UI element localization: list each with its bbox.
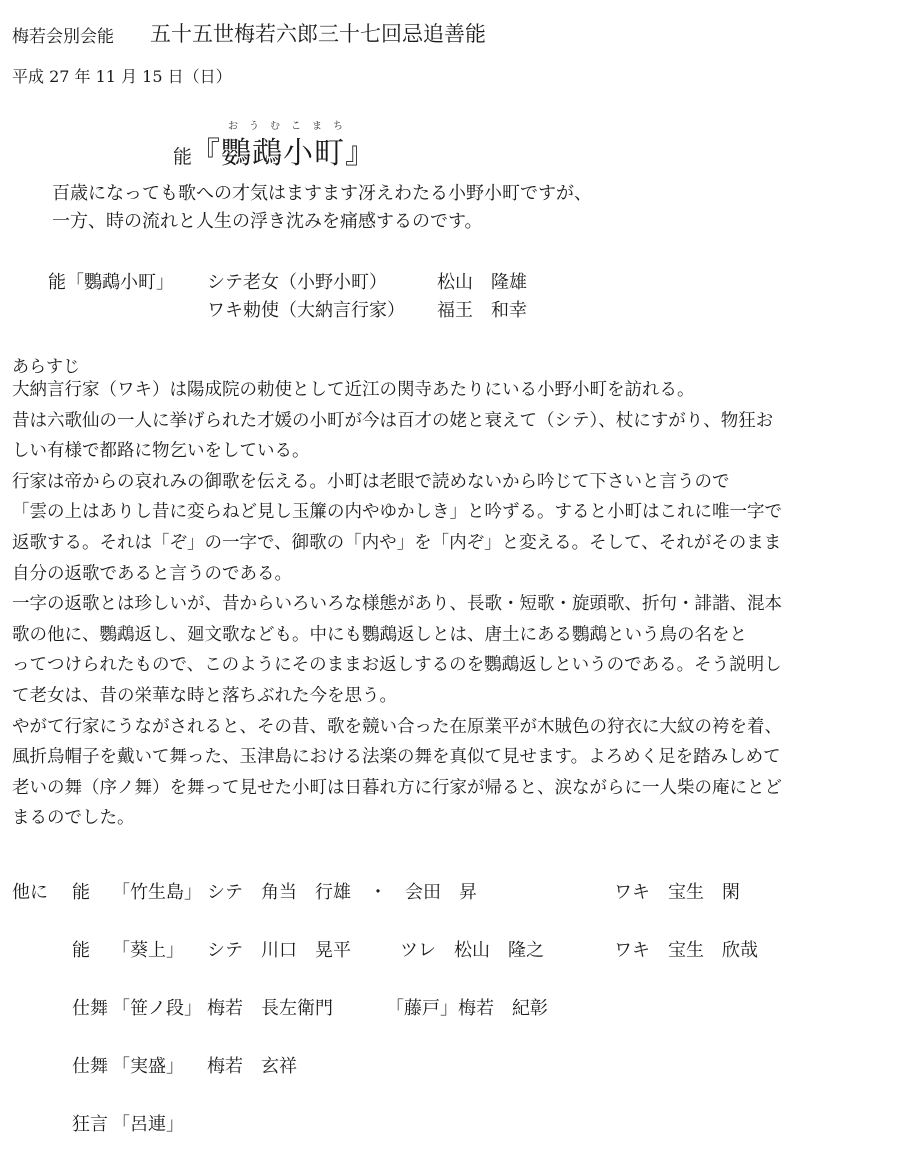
program-play: 「藤戸」 [386, 998, 458, 1019]
cast-play: 能「鸚鵡小町」 [48, 272, 174, 293]
program-cast: 梅若 長左衛門 [207, 998, 333, 1019]
event-series: 梅若会別会能 [12, 27, 114, 47]
program-kind: 狂言 [72, 1114, 108, 1135]
synopsis-line: 大納言行家（ワキ）は陽成院の勅使として近江の関寺あたりにいる小野小町を訪れる。 [12, 380, 695, 400]
intro-line: 一方、時の流れと人生の浮き沈みを痛感するのです。 [52, 211, 483, 232]
program-play: 「呂連」 [112, 1114, 184, 1135]
cast-role: ワキ勅使（大納言行家） [207, 300, 405, 321]
program-play: 「実盛」 [112, 1056, 184, 1077]
cast-name: 松山 隆雄 [437, 272, 527, 293]
synopsis-body [12, 375, 892, 834]
title-ruby: おうむこまち [228, 121, 354, 132]
program-play: 「笹ノ段」 [112, 998, 202, 1019]
cast-role: シテ老女（小野小町） [207, 272, 387, 293]
synopsis-heading: あらすじ [12, 357, 80, 377]
program-waki: ワキ 宝生 欣哉 [614, 940, 758, 961]
program-tsure: ツレ 松山 隆之 [400, 940, 544, 961]
program-cast: 梅若 玄祥 [207, 1056, 297, 1077]
program-play: 「竹生島」 [112, 882, 202, 903]
program-cast: シテ 角当 行雄 ・ 会田 昇 [207, 882, 477, 903]
synopsis-line: 風折烏帽子を戴いて舞った、玉津島における法楽の舞を真似て見せます。よろめく足を踏みしめて [12, 747, 781, 768]
synopsis-line: 歌の他に、鸚鵡返し、廻文歌なども。中にも鸚鵡返しとは、唐土にある鸚鵡という鳥の名をと [12, 624, 747, 645]
program-kind: 仕舞 [72, 1056, 108, 1077]
others-label: 他に [12, 882, 48, 903]
synopsis-line: やがて行家にうながされると、その昔、歌を競い合った在原業平が木賊色の狩衣に大紋の袴を着、 [12, 716, 782, 737]
program-kind: 能 [72, 882, 90, 903]
event-date: 平成 27 年 11 月 15 日（日） [12, 67, 232, 86]
synopsis-line: て老女は、昔の栄華な時と落ちぶれた今を思う。 [12, 685, 397, 706]
synopsis-line: ってつけられたもので、このようにそのままお返しするのを鸚鵡返しというのである。そう説明し [12, 655, 782, 676]
program-kind: 仕舞 [72, 998, 108, 1019]
synopsis-line: 老いの舞（序ノ舞）を舞って見せた小町は日暮れ方に行家が帰ると、涙ながらに一人柴の庵にとど [12, 777, 782, 798]
program-cast: 梅若 紀彰 [458, 998, 548, 1019]
synopsis-line: しい有様で都路に物乞いをしている。 [12, 441, 310, 462]
synopsis-line: 自分の返歌であると言うのである。 [12, 563, 292, 584]
program-kind: 能 [72, 940, 90, 961]
synopsis-line: まるのでした。 [12, 808, 135, 829]
play-title: 『鸚鵡小町』 [190, 136, 376, 171]
event-title: 五十五世梅若六郎三十七回忌追善能 [150, 22, 486, 46]
synopsis-line: 行家は帝からの哀れみの御歌を伝える。小町は老眼で読めないから吟じて下さいと言うので [12, 471, 730, 492]
synopsis-line: 昔は六歌仙の一人に挙げられた才媛の小町が今は百才の姥と衰えて（シテ）、杖にすがり、物狂お [12, 410, 774, 431]
synopsis-line: 返歌する。それは「ぞ」の一字で、御歌の「内や」を「内ぞ」と変える。そして、それがそのまま [12, 532, 782, 553]
program-play: 「葵上」 [112, 940, 184, 961]
cast-name: 福王 和幸 [437, 300, 527, 321]
intro-line: 百歳になっても歌への才気はますます冴えわたる小野小町ですが、 [52, 183, 592, 204]
program-waki: ワキ 宝生 閑 [614, 882, 740, 903]
noh-prefix: 能 [173, 146, 193, 168]
program-cast: シテ 川口 晃平 [207, 940, 351, 961]
synopsis-line: 「雲の上はありし昔に変らねど見し玉簾の内やゆかしき」と吟ずる。すると小町はこれに唯一字で [12, 502, 782, 523]
synopsis-line: 一字の返歌とは珍しいが、昔からいろいろな様態があり、長歌・短歌・旋頭歌、折句・誹諧、混本 [12, 594, 782, 615]
